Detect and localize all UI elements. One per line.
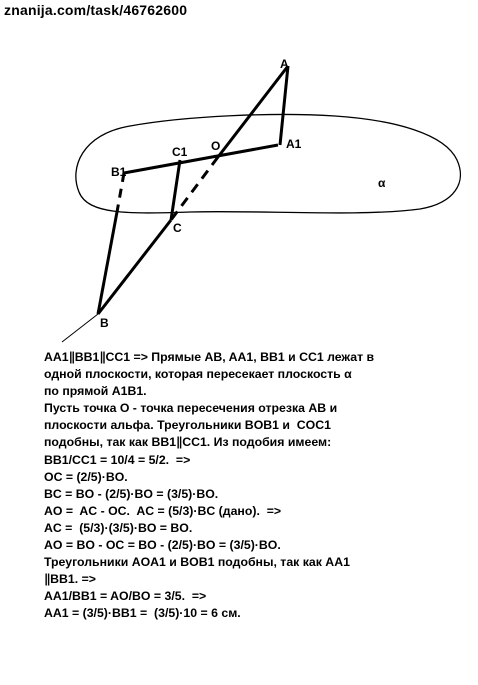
label-point-b1: B1 <box>111 165 127 179</box>
label-point-a1: A1 <box>286 137 302 151</box>
solution-line: AO = BO - OC = BO - (2/5)·BO = (3/5)·BO. <box>44 538 281 553</box>
solution-line: одной плоскости, которая пересекает плоскость α <box>44 367 352 382</box>
solution-line: AO = AC - OC. AC = (5/3)·BC (дано). => <box>44 503 282 518</box>
label-plane-alpha: α <box>378 176 386 190</box>
solution-line: AA1/BB1 = AO/BO = 3/5. => <box>44 589 207 604</box>
segment-c-b <box>98 220 171 314</box>
label-point-b: B <box>100 316 109 330</box>
solution-line: Треугольники AOA1 и BOB1 подобны, так как AA1 <box>44 555 350 570</box>
solution-line: AC = (5/3)·(3/5)·BO = BO. <box>44 520 193 535</box>
extension-line <box>62 314 98 342</box>
solution-line: OC = (2/5)·BO. <box>44 469 128 484</box>
solution-line: Пусть точка O - точка пересечения отрезка AB и <box>44 401 338 416</box>
solution-line: подобны, так как BB1∥CC1. Из подобия имеем: <box>44 435 332 450</box>
solution-line: AA1∥BB1∥CC1 => Прямые AB, AA1, BB1 и CC1 лежат в <box>44 350 375 364</box>
segment-b-b1 <box>98 212 117 314</box>
solution-line: по прямой A1B1. <box>44 384 147 399</box>
segment-a-o <box>218 66 288 157</box>
solution-line: BB1/CC1 = 10/4 = 5/2. => <box>44 452 191 467</box>
solution-line: AA1 = (3/5)·BB1 = (3/5)·10 = 6 см. <box>44 606 241 621</box>
label-point-c: C <box>173 221 182 235</box>
solution-line: плоскости альфа. Треугольники BOB1 и COC1 <box>44 418 331 433</box>
label-point-a: A <box>280 57 289 71</box>
segment-c-c1 <box>171 160 180 220</box>
solution-line: ∥BB1. => <box>44 572 96 587</box>
solution-text <box>44 349 474 623</box>
label-point-o: O <box>211 139 221 153</box>
label-point-c1: C1 <box>172 145 188 159</box>
segment-a1-b1 <box>124 145 278 173</box>
plane-alpha-outline <box>76 114 461 212</box>
segment-a-a1 <box>280 66 288 145</box>
watermark-url: znanija.com/task/46762600 <box>4 2 188 18</box>
solution-line: BC = BO - (2/5)·BO = (3/5)·BO. <box>44 486 219 501</box>
